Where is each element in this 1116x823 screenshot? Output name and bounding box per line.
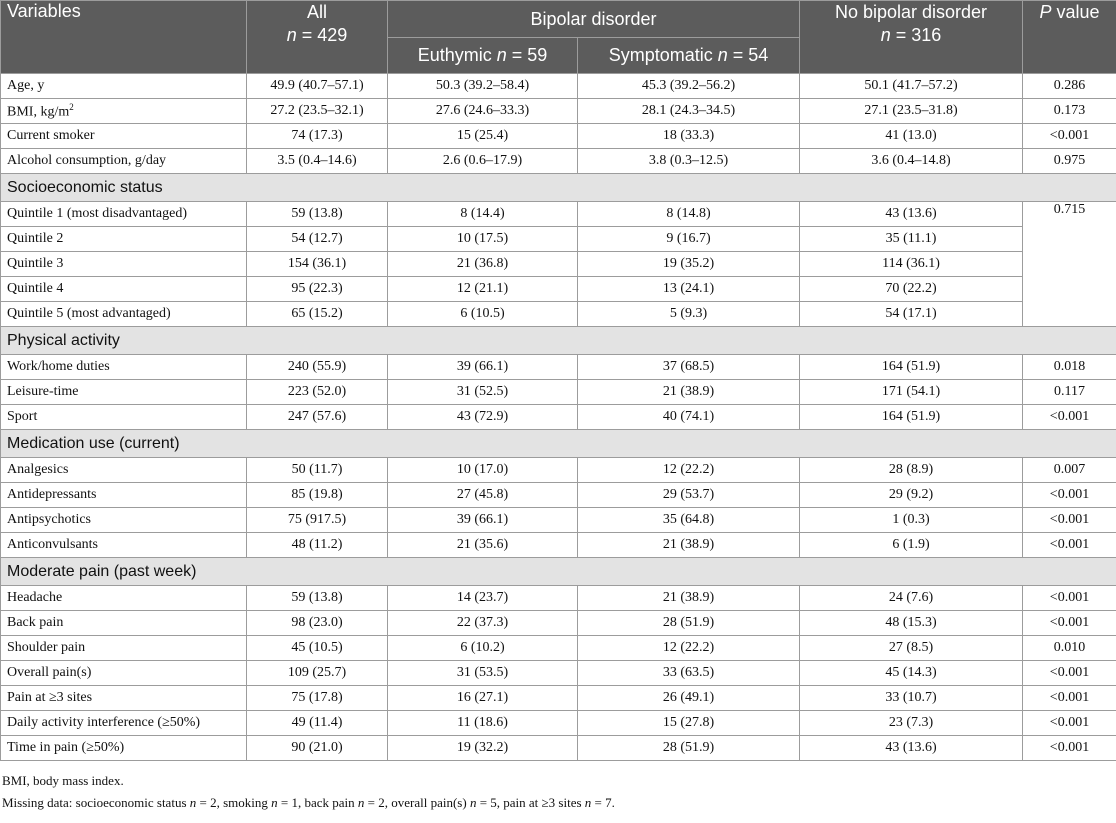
cell-euthymic: 43 (72.9)	[388, 405, 578, 430]
cell-symptomatic: 13 (24.1)	[578, 277, 800, 302]
cell-symptomatic: 21 (38.9)	[578, 533, 800, 558]
row-label: Age, y	[1, 74, 247, 99]
table-row	[1, 636, 1116, 661]
cell-all: 247 (57.6)	[247, 405, 388, 430]
header-all	[247, 1, 388, 74]
cell-no-bipolar: 35 (11.1)	[800, 227, 1023, 252]
cell-symptomatic: 3.8 (0.3–12.5)	[578, 149, 800, 174]
cell-all: 50 (11.7)	[247, 458, 388, 483]
cell-no-bipolar: 27.1 (23.5–31.8)	[800, 99, 1023, 124]
cell-no-bipolar: 24 (7.6)	[800, 586, 1023, 611]
header-p-value: P value	[1023, 1, 1116, 74]
cell-euthymic: 19 (32.2)	[388, 736, 578, 761]
cell-no-bipolar: 54 (17.1)	[800, 302, 1023, 327]
table-row	[1, 508, 1116, 533]
table-row	[1, 611, 1116, 636]
row-label: Anticonvulsants	[1, 533, 247, 558]
row-label: Antipsychotics	[1, 508, 247, 533]
table-row	[1, 302, 1116, 327]
cell-euthymic: 21 (35.6)	[388, 533, 578, 558]
cell-p-value: 0.007	[1023, 458, 1116, 483]
cell-no-bipolar: 171 (54.1)	[800, 380, 1023, 405]
table-row	[1, 202, 1116, 227]
cell-symptomatic: 28 (51.9)	[578, 611, 800, 636]
cell-p-value: <0.001	[1023, 611, 1116, 636]
cell-symptomatic: 40 (74.1)	[578, 405, 800, 430]
row-label: Quintile 3	[1, 252, 247, 277]
header-euthymic: Euthymic n = 59	[388, 38, 578, 74]
cell-no-bipolar: 3.6 (0.4–14.8)	[800, 149, 1023, 174]
table-row	[1, 124, 1116, 149]
cell-all: 59 (13.8)	[247, 202, 388, 227]
cell-all: 45 (10.5)	[247, 636, 388, 661]
row-label: Shoulder pain	[1, 636, 247, 661]
cell-euthymic: 16 (27.1)	[388, 686, 578, 711]
table-row	[1, 99, 1116, 124]
cell-no-bipolar: 27 (8.5)	[800, 636, 1023, 661]
cell-all: 65 (15.2)	[247, 302, 388, 327]
table-row	[1, 483, 1116, 508]
row-label: Back pain	[1, 611, 247, 636]
table-row	[1, 252, 1116, 277]
header-variables: Variables	[1, 1, 247, 74]
cell-symptomatic: 26 (49.1)	[578, 686, 800, 711]
table-row	[1, 711, 1116, 736]
cell-p-value: 0.018	[1023, 355, 1116, 380]
cell-euthymic: 39 (66.1)	[388, 508, 578, 533]
cell-symptomatic: 12 (22.2)	[578, 636, 800, 661]
header-all-n: n = 429	[286, 25, 348, 45]
table-row	[1, 686, 1116, 711]
cell-euthymic: 12 (21.1)	[388, 277, 578, 302]
cell-euthymic: 14 (23.7)	[388, 586, 578, 611]
cell-no-bipolar: 50.1 (41.7–57.2)	[800, 74, 1023, 99]
table-row	[1, 736, 1116, 761]
header-no-bipolar-n: n = 316	[880, 25, 942, 45]
cell-all: 59 (13.8)	[247, 586, 388, 611]
row-label: Quintile 2	[1, 227, 247, 252]
cell-all: 49 (11.4)	[247, 711, 388, 736]
cell-symptomatic: 8 (14.8)	[578, 202, 800, 227]
table-row	[1, 74, 1116, 99]
cell-all: 98 (23.0)	[247, 611, 388, 636]
table-row	[1, 380, 1116, 405]
table-row	[1, 149, 1116, 174]
cell-no-bipolar: 70 (22.2)	[800, 277, 1023, 302]
cell-symptomatic: 37 (68.5)	[578, 355, 800, 380]
cell-euthymic: 21 (36.8)	[388, 252, 578, 277]
cell-no-bipolar: 41 (13.0)	[800, 124, 1023, 149]
cell-p-value-socioeconomic: 0.715	[1023, 202, 1116, 327]
cell-euthymic: 31 (53.5)	[388, 661, 578, 686]
table-row	[1, 661, 1116, 686]
cell-all: 223 (52.0)	[247, 380, 388, 405]
cell-symptomatic: 35 (64.8)	[578, 508, 800, 533]
section-socioeconomic-status: Socioeconomic status	[1, 174, 1116, 202]
cell-p-value: 0.975	[1023, 149, 1116, 174]
row-label: Sport	[1, 405, 247, 430]
section-row	[1, 558, 1116, 586]
cell-symptomatic: 21 (38.9)	[578, 586, 800, 611]
row-label: Work/home duties	[1, 355, 247, 380]
header-row-1	[1, 1, 1116, 38]
cell-p-value: 0.286	[1023, 74, 1116, 99]
cell-symptomatic: 18 (33.3)	[578, 124, 800, 149]
cell-all: 3.5 (0.4–14.6)	[247, 149, 388, 174]
cell-no-bipolar: 48 (15.3)	[800, 611, 1023, 636]
footnote-abbreviation: BMI, body mass index.	[2, 773, 124, 788]
cell-all: 27.2 (23.5–32.1)	[247, 99, 388, 124]
cell-euthymic: 11 (18.6)	[388, 711, 578, 736]
table-row	[1, 533, 1116, 558]
cell-all: 75 (17.8)	[247, 686, 388, 711]
cell-p-value: <0.001	[1023, 711, 1116, 736]
cell-symptomatic: 15 (27.8)	[578, 711, 800, 736]
cell-p-value: <0.001	[1023, 533, 1116, 558]
header-no-bipolar	[800, 1, 1023, 74]
table-body	[1, 74, 1116, 761]
cell-p-value: <0.001	[1023, 686, 1116, 711]
cell-p-value: 0.010	[1023, 636, 1116, 661]
row-label: Current smoker	[1, 124, 247, 149]
cell-no-bipolar: 23 (7.3)	[800, 711, 1023, 736]
cell-symptomatic: 21 (38.9)	[578, 380, 800, 405]
header-symptomatic: Symptomatic n = 54	[578, 38, 800, 74]
cell-all: 154 (36.1)	[247, 252, 388, 277]
cell-no-bipolar: 45 (14.3)	[800, 661, 1023, 686]
table-row	[1, 355, 1116, 380]
cell-euthymic: 39 (66.1)	[388, 355, 578, 380]
cell-p-value: 0.173	[1023, 99, 1116, 124]
table-row	[1, 405, 1116, 430]
row-label: Pain at ≥3 sites	[1, 686, 247, 711]
table-row	[1, 458, 1116, 483]
row-label: Overall pain(s)	[1, 661, 247, 686]
cell-all: 54 (12.7)	[247, 227, 388, 252]
cell-symptomatic: 45.3 (39.2–56.2)	[578, 74, 800, 99]
cell-euthymic: 15 (25.4)	[388, 124, 578, 149]
cell-all: 90 (21.0)	[247, 736, 388, 761]
cell-no-bipolar: 164 (51.9)	[800, 405, 1023, 430]
section-medication-use: Medication use (current)	[1, 430, 1116, 458]
cell-all: 49.9 (40.7–57.1)	[247, 74, 388, 99]
row-label: Time in pain (≥50%)	[1, 736, 247, 761]
cell-symptomatic: 12 (22.2)	[578, 458, 800, 483]
table-row	[1, 227, 1116, 252]
cell-no-bipolar: 1 (0.3)	[800, 508, 1023, 533]
row-label: Quintile 1 (most disadvantaged)	[1, 202, 247, 227]
cell-no-bipolar: 43 (13.6)	[800, 202, 1023, 227]
cell-p-value: <0.001	[1023, 661, 1116, 686]
cell-symptomatic: 29 (53.7)	[578, 483, 800, 508]
cell-symptomatic: 28 (51.9)	[578, 736, 800, 761]
cell-no-bipolar: 164 (51.9)	[800, 355, 1023, 380]
cell-no-bipolar: 29 (9.2)	[800, 483, 1023, 508]
cell-p-value: <0.001	[1023, 508, 1116, 533]
cell-no-bipolar: 33 (10.7)	[800, 686, 1023, 711]
row-label: Headache	[1, 586, 247, 611]
header-bipolar: Bipolar disorder	[388, 1, 800, 38]
row-label: Quintile 5 (most advantaged)	[1, 302, 247, 327]
section-moderate-pain: Moderate pain (past week)	[1, 558, 1116, 586]
row-label: Quintile 4	[1, 277, 247, 302]
cell-no-bipolar: 43 (13.6)	[800, 736, 1023, 761]
cell-euthymic: 22 (37.3)	[388, 611, 578, 636]
cell-euthymic: 6 (10.2)	[388, 636, 578, 661]
cell-p-value: <0.001	[1023, 124, 1116, 149]
cell-no-bipolar: 28 (8.9)	[800, 458, 1023, 483]
header-no-bipolar-label: No bipolar disorder	[834, 2, 988, 22]
cell-all: 75 (917.5)	[247, 508, 388, 533]
row-label: Analgesics	[1, 458, 247, 483]
cell-p-value: <0.001	[1023, 405, 1116, 430]
cell-p-value: 0.117	[1023, 380, 1116, 405]
section-row	[1, 430, 1116, 458]
cell-symptomatic: 19 (35.2)	[578, 252, 800, 277]
cell-euthymic: 27.6 (24.6–33.3)	[388, 99, 578, 124]
cell-p-value: <0.001	[1023, 586, 1116, 611]
table-row	[1, 586, 1116, 611]
cell-p-value: <0.001	[1023, 736, 1116, 761]
cell-euthymic: 10 (17.5)	[388, 227, 578, 252]
cell-all: 74 (17.3)	[247, 124, 388, 149]
cell-euthymic: 6 (10.5)	[388, 302, 578, 327]
cell-euthymic: 8 (14.4)	[388, 202, 578, 227]
table-row	[1, 277, 1116, 302]
cell-no-bipolar: 6 (1.9)	[800, 533, 1023, 558]
cell-all: 48 (11.2)	[247, 533, 388, 558]
cell-no-bipolar: 114 (36.1)	[800, 252, 1023, 277]
row-label: Alcohol consumption, g/day	[1, 149, 247, 174]
section-physical-activity: Physical activity	[1, 327, 1116, 355]
row-label: Daily activity interference (≥50%)	[1, 711, 247, 736]
cell-all: 109 (25.7)	[247, 661, 388, 686]
cell-euthymic: 2.6 (0.6–17.9)	[388, 149, 578, 174]
cell-all: 240 (55.9)	[247, 355, 388, 380]
cell-symptomatic: 9 (16.7)	[578, 227, 800, 252]
cell-euthymic: 50.3 (39.2–58.4)	[388, 74, 578, 99]
cell-all: 95 (22.3)	[247, 277, 388, 302]
cell-all: 85 (19.8)	[247, 483, 388, 508]
row-label: BMI, $kg/m^2$	[1, 99, 247, 124]
header-all-label: All	[306, 2, 327, 22]
footnote-missing-data: Missing data: socioeconomic status n = 2, smoking n = 1, back pain n = 2, overall pain(s) n = 5, pain at ≥3 sites n = 7.	[2, 795, 615, 810]
section-row	[1, 174, 1116, 202]
cell-p-value: <0.001	[1023, 483, 1116, 508]
row-label: Leisure-time	[1, 380, 247, 405]
cell-symptomatic: 33 (63.5)	[578, 661, 800, 686]
cell-euthymic: 31 (52.5)	[388, 380, 578, 405]
cell-symptomatic: 28.1 (24.3–34.5)	[578, 99, 800, 124]
row-label: Antidepressants	[1, 483, 247, 508]
cell-symptomatic: 5 (9.3)	[578, 302, 800, 327]
cell-euthymic: 10 (17.0)	[388, 458, 578, 483]
cell-euthymic: 27 (45.8)	[388, 483, 578, 508]
section-row	[1, 327, 1116, 355]
